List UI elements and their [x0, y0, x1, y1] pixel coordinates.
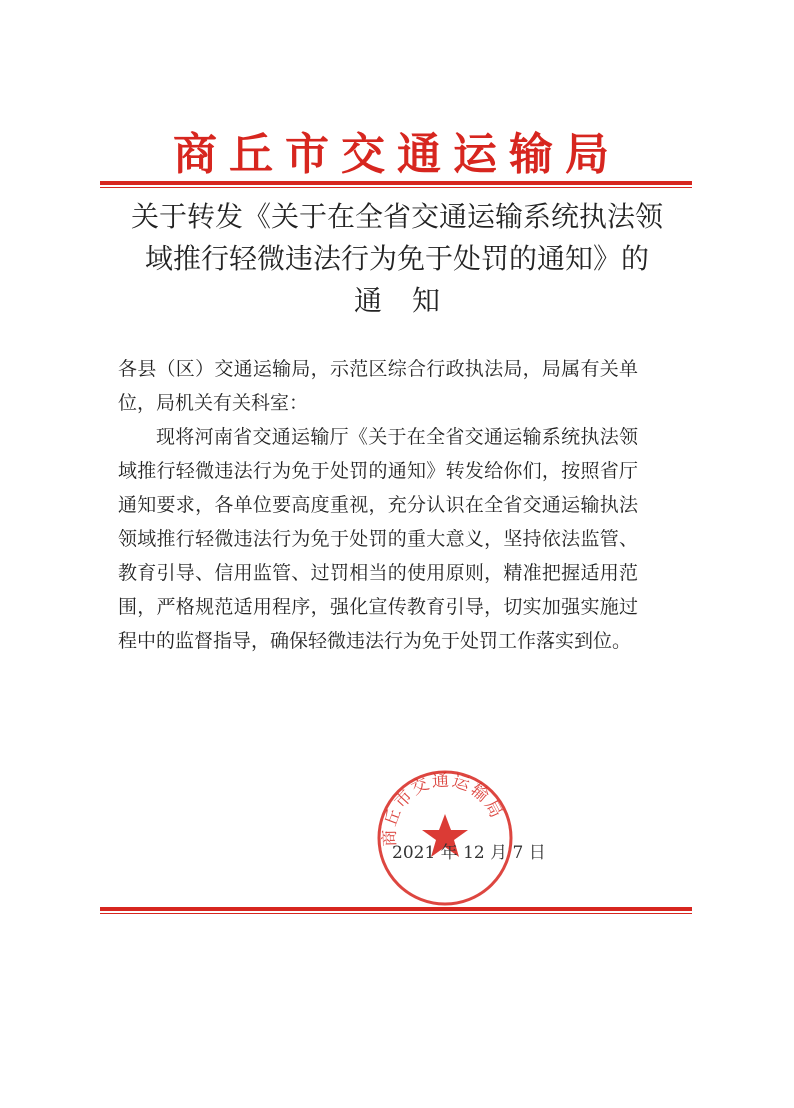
header-red-rule: [100, 181, 692, 188]
title-line-3: 通知: [353, 284, 470, 317]
addressee: 各县（区）交通运输局，示范区综合行政执法局，局属有关单位，局机关有关科室：: [118, 358, 638, 414]
body-paragraph: 现将河南省交通运输厅《关于在全省交通运输系统执法领域推行轻微违法行为免于处罚的通知》转发给你们，按照省厅通知要求，各单位要高度重视，充分认识在全省交通运输执法领域推行轻微违法行为免于处罚的重大意义，坚持依法监管、教育引导、信用监管、过罚相当的使用原则，精准把握适用范围，严格规范适用程序，强化宣传教育引导，切实加强实施过程中的监督指导，确保轻微违法行为免于处罚工作落实到位。: [118, 426, 638, 652]
title-line-2: 域推行轻微违法行为免于处罚的通知》的: [144, 242, 649, 275]
title-line-1: 关于转发《关于在全省交通运输系统执法领: [130, 200, 663, 233]
seal-text: 商丘市交通运输局: [379, 770, 507, 847]
footer-red-rule: [100, 907, 692, 914]
rule-thick-line: [100, 181, 692, 185]
rule-thin-line: [100, 913, 692, 914]
document-title: [90, 196, 704, 322]
rule-thin-line: [100, 187, 692, 188]
document-body: [118, 352, 638, 658]
issue-date: 2021 年 12 月 7 日: [392, 843, 546, 863]
rule-thick-line: [100, 907, 692, 911]
issuer-header: 商丘市交通运输局: [173, 129, 621, 180]
